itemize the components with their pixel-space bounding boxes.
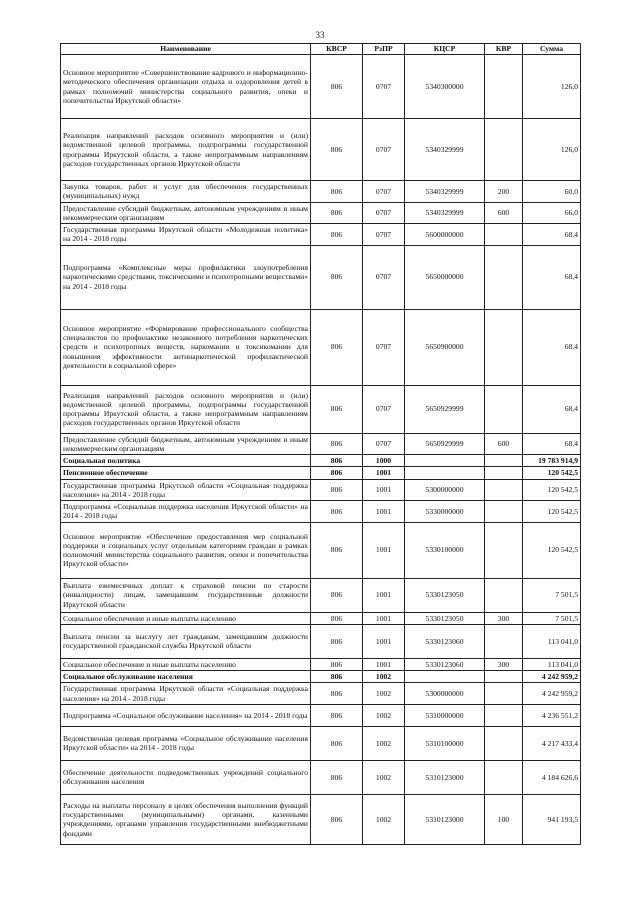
cell-rzpr: 0707	[363, 224, 405, 246]
cell-name: Обеспечение деятельности подведомственных учреждений социального обслуживания населения	[61, 760, 311, 794]
cell-sum: 4 236 551,2	[523, 704, 581, 726]
cell-kvsr: 806	[311, 479, 363, 501]
cell-kvsr: 806	[311, 55, 363, 119]
cell-name: Социальное обеспечение и иные выплаты населению	[61, 612, 311, 624]
cell-name: Социальная политика	[61, 455, 311, 467]
cell-kvr	[485, 726, 523, 760]
table-row	[61, 683, 581, 705]
cell-kcsr: 5310100000	[405, 726, 485, 760]
cell-sum: 941 193,5	[523, 794, 581, 844]
cell-kcsr: 5340329999	[405, 119, 485, 181]
cell-sum: 4 217 433,4	[523, 726, 581, 760]
cell-kcsr	[405, 671, 485, 683]
cell-sum: 126,0	[523, 119, 581, 181]
table-row	[61, 760, 581, 794]
page-number: 33	[315, 30, 325, 40]
cell-rzpr: 0707	[363, 55, 405, 119]
cell-kvr	[485, 760, 523, 794]
cell-rzpr: 1001	[363, 522, 405, 578]
cell-kcsr: 5330123050	[405, 612, 485, 624]
cell-kvr	[485, 467, 523, 479]
table-row	[61, 433, 581, 455]
cell-name: Государственная программа Иркутской области «Молодежная политика» на 2014 - 2018 годы	[61, 224, 311, 246]
cell-rzpr: 0707	[363, 433, 405, 455]
cell-kvsr: 806	[311, 578, 363, 612]
cell-kvsr: 806	[311, 704, 363, 726]
cell-name: Реализация направлений расходов основного мероприятия и (или) ведомственной целевой программы, подпрограммы государственной программы Иркутской области, а также непрограммным направлениям расходов государственных органов Иркутской области	[61, 385, 311, 433]
table-row	[61, 181, 581, 203]
cell-kvr: 100	[485, 794, 523, 844]
budget-table	[60, 43, 581, 845]
cell-kvsr: 806	[311, 224, 363, 246]
cell-rzpr: 1001	[363, 467, 405, 479]
cell-sum: 120 542,5	[523, 501, 581, 523]
cell-kvr	[485, 501, 523, 523]
cell-kvsr: 806	[311, 658, 363, 670]
table-row	[61, 224, 581, 246]
cell-sum: 66,0	[523, 202, 581, 224]
cell-name: Основное мероприятие «Совершенствование кадрового и информационно-методического обеспечения организации отдыха и оздоровления детей в рамках полномочий министерства социального развития, опеки и попечительства Иркутской области»	[61, 55, 311, 119]
cell-kvr	[485, 704, 523, 726]
header-kvr: КВР	[485, 44, 523, 55]
cell-sum: 4 242 959,2	[523, 671, 581, 683]
cell-name: Подпрограмма «Комплексные меры профилактики злоупотребления наркотическими средствами, токсическими и психотропными веществами» на 2014 - 2018 годы	[61, 245, 311, 309]
cell-rzpr: 1002	[363, 671, 405, 683]
cell-rzpr: 1002	[363, 794, 405, 844]
header-kcsr: КЦСР	[405, 44, 485, 55]
cell-name: Подпрограмма «Социальная поддержка населения Иркутской области» на 2014 - 2018 годы	[61, 501, 311, 523]
cell-kvsr: 806	[311, 624, 363, 658]
cell-kvr	[485, 479, 523, 501]
cell-rzpr: 1002	[363, 760, 405, 794]
cell-kcsr: 5330123060	[405, 658, 485, 670]
cell-kvsr: 806	[311, 612, 363, 624]
cell-sum: 126,0	[523, 55, 581, 119]
cell-kvr	[485, 624, 523, 658]
cell-kvsr: 806	[311, 309, 363, 385]
table-row	[61, 671, 581, 683]
cell-name: Реализация направлений расходов основного мероприятия и (или) ведомственной целевой программы, подпрограммы государственной программы Иркутской области, а также непрограммным направлениям расходов государственных органов Иркутской области	[61, 119, 311, 181]
cell-sum: 68,4	[523, 309, 581, 385]
cell-sum: 120 542,5	[523, 479, 581, 501]
cell-rzpr: 1001	[363, 624, 405, 658]
cell-sum: 113 041,0	[523, 658, 581, 670]
table-row	[61, 794, 581, 844]
cell-rzpr: 0707	[363, 181, 405, 203]
cell-name: Социальное обеспечение и иные выплаты населению	[61, 658, 311, 670]
table-row	[61, 624, 581, 658]
cell-kvsr: 806	[311, 794, 363, 844]
header-sum: Сумма	[523, 44, 581, 55]
header-kvsr: КВСР	[311, 44, 363, 55]
cell-sum: 68,4	[523, 385, 581, 433]
cell-kvsr: 806	[311, 760, 363, 794]
table-row	[61, 704, 581, 726]
cell-kvsr: 806	[311, 467, 363, 479]
cell-sum: 19 783 914,9	[523, 455, 581, 467]
cell-name: Предоставление субсидий бюджетным, автономным учреждениям и иным некоммерческим организациям	[61, 433, 311, 455]
cell-rzpr: 0707	[363, 119, 405, 181]
table-header-row	[61, 44, 581, 55]
cell-kvsr: 806	[311, 455, 363, 467]
cell-rzpr: 1002	[363, 726, 405, 760]
cell-name: Предоставление субсидий бюджетным, автономным учреждениям и иным некоммерческим организациям	[61, 202, 311, 224]
cell-kcsr: 5330123060	[405, 624, 485, 658]
cell-sum: 4 184 626,6	[523, 760, 581, 794]
cell-kvsr: 806	[311, 245, 363, 309]
cell-kvsr: 806	[311, 726, 363, 760]
cell-rzpr: 0707	[363, 309, 405, 385]
cell-kcsr: 5310000000	[405, 704, 485, 726]
cell-kcsr: 5650929999	[405, 433, 485, 455]
cell-sum: 68,4	[523, 433, 581, 455]
cell-kcsr: 5310123000	[405, 760, 485, 794]
cell-kvr	[485, 578, 523, 612]
cell-sum: 60,0	[523, 181, 581, 203]
cell-kcsr: 5600000000	[405, 224, 485, 246]
cell-kvsr: 806	[311, 385, 363, 433]
cell-sum: 113 041,0	[523, 624, 581, 658]
cell-rzpr: 0707	[363, 245, 405, 309]
cell-kvr: 600	[485, 202, 523, 224]
cell-kcsr: 5340329999	[405, 202, 485, 224]
cell-rzpr: 0707	[363, 202, 405, 224]
table-row	[61, 467, 581, 479]
cell-rzpr: 0707	[363, 385, 405, 433]
cell-kvr	[485, 309, 523, 385]
cell-kvsr: 806	[311, 181, 363, 203]
cell-rzpr: 1000	[363, 455, 405, 467]
cell-name: Социальное обслуживание населения	[61, 671, 311, 683]
cell-kvr	[485, 245, 523, 309]
cell-name: Пенсионное обеспечение	[61, 467, 311, 479]
cell-kvsr: 806	[311, 683, 363, 705]
table-body	[61, 55, 581, 845]
cell-kvr: 200	[485, 181, 523, 203]
cell-kcsr: 5330000000	[405, 501, 485, 523]
cell-name: Основное мероприятие «Формирование профессионального сообщества специалистов по профилактике незаконного потребления наркотических средств и психотропных веществ, наркомании и токсикомании для повышения эффективности антинаркотической профилактической деятельности в социальной сфере»	[61, 309, 311, 385]
cell-kvsr: 806	[311, 119, 363, 181]
cell-sum: 4 242 959,2	[523, 683, 581, 705]
cell-kcsr: 5650929999	[405, 385, 485, 433]
cell-kvsr: 806	[311, 202, 363, 224]
cell-kvr: 300	[485, 658, 523, 670]
cell-kcsr: 5300000000	[405, 683, 485, 705]
cell-kvr: 300	[485, 612, 523, 624]
cell-kcsr: 5340300000	[405, 55, 485, 119]
cell-kvr	[485, 671, 523, 683]
cell-kcsr: 5330123050	[405, 578, 485, 612]
cell-kvr	[485, 224, 523, 246]
table-row	[61, 202, 581, 224]
cell-name: Государственная программа Иркутской области «Социальная поддержка населения» на 2014 - 2018 годы	[61, 479, 311, 501]
cell-name: Государственная программа Иркутской области «Социальная поддержка населения» на 2014 - 2018 годы	[61, 683, 311, 705]
table-row	[61, 119, 581, 181]
cell-name: Выплата ежемесячных доплат к страховой пенсии по старости (инвалидности) лицам, замещавшим государственные должности Иркутской области	[61, 578, 311, 612]
table-row	[61, 385, 581, 433]
cell-kcsr: 5340329999	[405, 181, 485, 203]
cell-kcsr: 5650000000	[405, 245, 485, 309]
cell-kvr	[485, 522, 523, 578]
cell-sum: 68,4	[523, 224, 581, 246]
cell-rzpr: 1001	[363, 501, 405, 523]
header-rzpr: РзПР	[363, 44, 405, 55]
cell-rzpr: 1001	[363, 612, 405, 624]
table-row	[61, 309, 581, 385]
table-row	[61, 245, 581, 309]
table-row	[61, 501, 581, 523]
table-row	[61, 55, 581, 119]
table-row	[61, 522, 581, 578]
cell-sum: 120 542,5	[523, 522, 581, 578]
cell-kvsr: 806	[311, 501, 363, 523]
cell-kvr: 600	[485, 433, 523, 455]
cell-rzpr: 1001	[363, 578, 405, 612]
cell-name: Ведомственная целевая программа «Социальное обслуживание населения Иркутской области» на 2014 - 2018 годы	[61, 726, 311, 760]
cell-rzpr: 1002	[363, 704, 405, 726]
cell-kcsr	[405, 467, 485, 479]
cell-kvr	[485, 119, 523, 181]
cell-rzpr: 1002	[363, 683, 405, 705]
table-row	[61, 479, 581, 501]
cell-sum: 7 501,5	[523, 612, 581, 624]
cell-sum: 120 542,5	[523, 467, 581, 479]
cell-rzpr: 1001	[363, 479, 405, 501]
table-row	[61, 658, 581, 670]
table-row	[61, 726, 581, 760]
cell-kvsr: 806	[311, 671, 363, 683]
cell-kcsr: 5330100000	[405, 522, 485, 578]
cell-name: Расходы на выплаты персоналу в целях обеспечения выполнения функций государственными (муниципальными) органами, казенными учреждениями, органами управления государственными внебюджетными фондами	[61, 794, 311, 844]
table-row	[61, 612, 581, 624]
cell-sum: 7 501,5	[523, 578, 581, 612]
cell-kvsr: 806	[311, 433, 363, 455]
cell-kvr	[485, 455, 523, 467]
header-name: Наименование	[61, 44, 311, 55]
cell-kvr	[485, 683, 523, 705]
cell-kcsr: 5300000000	[405, 479, 485, 501]
table-row	[61, 455, 581, 467]
cell-kvsr: 806	[311, 522, 363, 578]
cell-name: Выплата пенсии за выслугу лет гражданам, замещавшим должности государственной гражданской службы Иркутской области	[61, 624, 311, 658]
cell-kcsr	[405, 455, 485, 467]
cell-name: Подпрограмма «Социальное обслуживание населения» на 2014 - 2018 годы	[61, 704, 311, 726]
cell-kcsr: 5650900000	[405, 309, 485, 385]
cell-kvr	[485, 385, 523, 433]
cell-kvr	[485, 55, 523, 119]
cell-sum: 68,4	[523, 245, 581, 309]
cell-name: Основное мероприятие «Обеспечение предоставления мер социальной поддержки и социальных услуг отдельным категориям граждан в рамках полномочий министерства социального развития, опеки и попечительства Иркутской области»	[61, 522, 311, 578]
table-row	[61, 578, 581, 612]
cell-rzpr: 1001	[363, 658, 405, 670]
cell-name: Закупка товаров, работ и услуг для обеспечения государственных (муниципальных) нужд	[61, 181, 311, 203]
cell-kcsr: 5310123000	[405, 794, 485, 844]
